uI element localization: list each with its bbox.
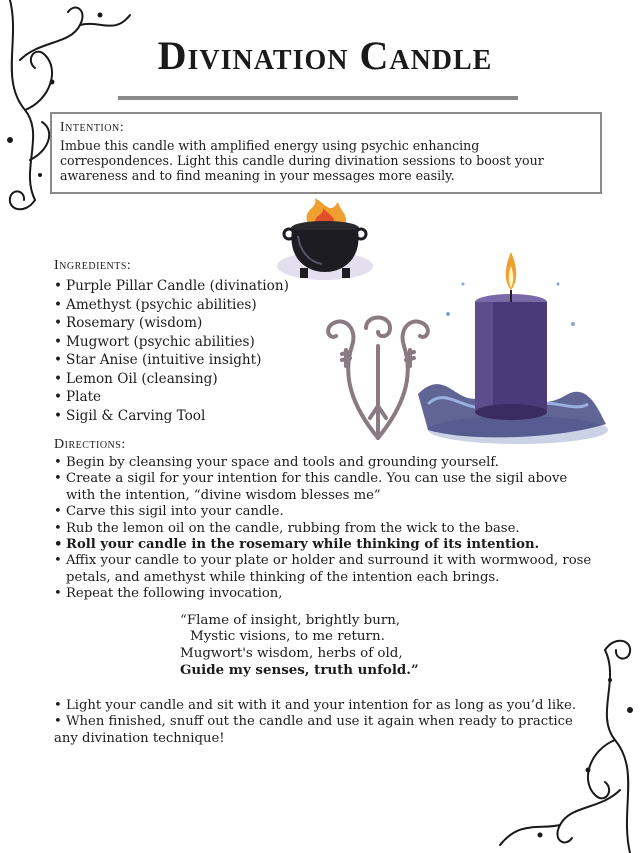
closing-tail: any divination technique! — [54, 730, 225, 746]
intention-box — [50, 112, 602, 194]
list-item: • Light your candle and sit with it and your intention for as long as you’d like. — [54, 698, 614, 714]
list-item: • Carve this sigil into your candle. — [54, 504, 594, 520]
closing-section — [54, 696, 614, 747]
list-item: • When finished, snuff out the candle and use it again when ready to practice — [54, 714, 614, 730]
page-title: Divination Candle — [157, 33, 493, 78]
title-divider — [118, 96, 518, 100]
list-item: • Sigil & Carving Tool — [54, 407, 314, 426]
ingredients-label: Ingredients: — [54, 258, 132, 273]
list-item: • Rosemary (wisdom) — [54, 314, 314, 333]
list-item: • Amethyst (psychic abilities) — [54, 296, 314, 315]
poem-line: Mystic visions, to me return. — [190, 629, 385, 645]
poem-line: Mugwort's wisdom, herbs of old, — [180, 645, 403, 661]
poem-line: “Flame of insight, brightly burn, — [180, 613, 401, 628]
list-item: • Create a sigil for your intention for this candle. You can use the sigil above with the intention, “divine wisdom blesses me” — [54, 471, 594, 504]
directions-label: Directions: — [54, 437, 126, 452]
directions-section — [54, 437, 594, 603]
intention-text: Imbue this candle with amplified energy using psychic enhancing correspondences. Light this candle during divination sessions to boost your awareness and to find meaning in your messages more easily. — [60, 138, 544, 183]
list-item: • Roll your candle in the rosemary while thinking of its intention. — [54, 537, 594, 553]
invocation-poem — [180, 613, 440, 679]
list-item: • Rub the lemon oil on the candle, rubbing from the wick to the base. — [54, 521, 594, 537]
ingredients-list — [54, 277, 314, 425]
directions-list — [54, 455, 594, 603]
list-item: • Purple Pillar Candle (divination) — [54, 277, 314, 296]
list-item: • Plate — [54, 388, 314, 407]
list-item: • Affix your candle to your plate or holder and surround it with wormwood, rose petals, and amethyst while thinking of the intention each brings. — [54, 553, 594, 586]
closing-list — [54, 698, 614, 731]
list-item: • Repeat the following invocation, — [54, 586, 594, 602]
list-item: • Star Anise (intuitive insight) — [54, 351, 314, 370]
list-item: • Lemon Oil (cleansing) — [54, 370, 314, 389]
poem-line: Guide my senses, truth unfold.” — [180, 662, 419, 679]
ingredients-section — [54, 258, 314, 425]
list-item: • Begin by cleansing your space and tools and grounding yourself. — [54, 455, 594, 471]
candle-illustration — [408, 244, 608, 454]
list-item: • Mugwort (psychic abilities) — [54, 333, 314, 352]
intention-label: Intention: — [60, 120, 125, 135]
